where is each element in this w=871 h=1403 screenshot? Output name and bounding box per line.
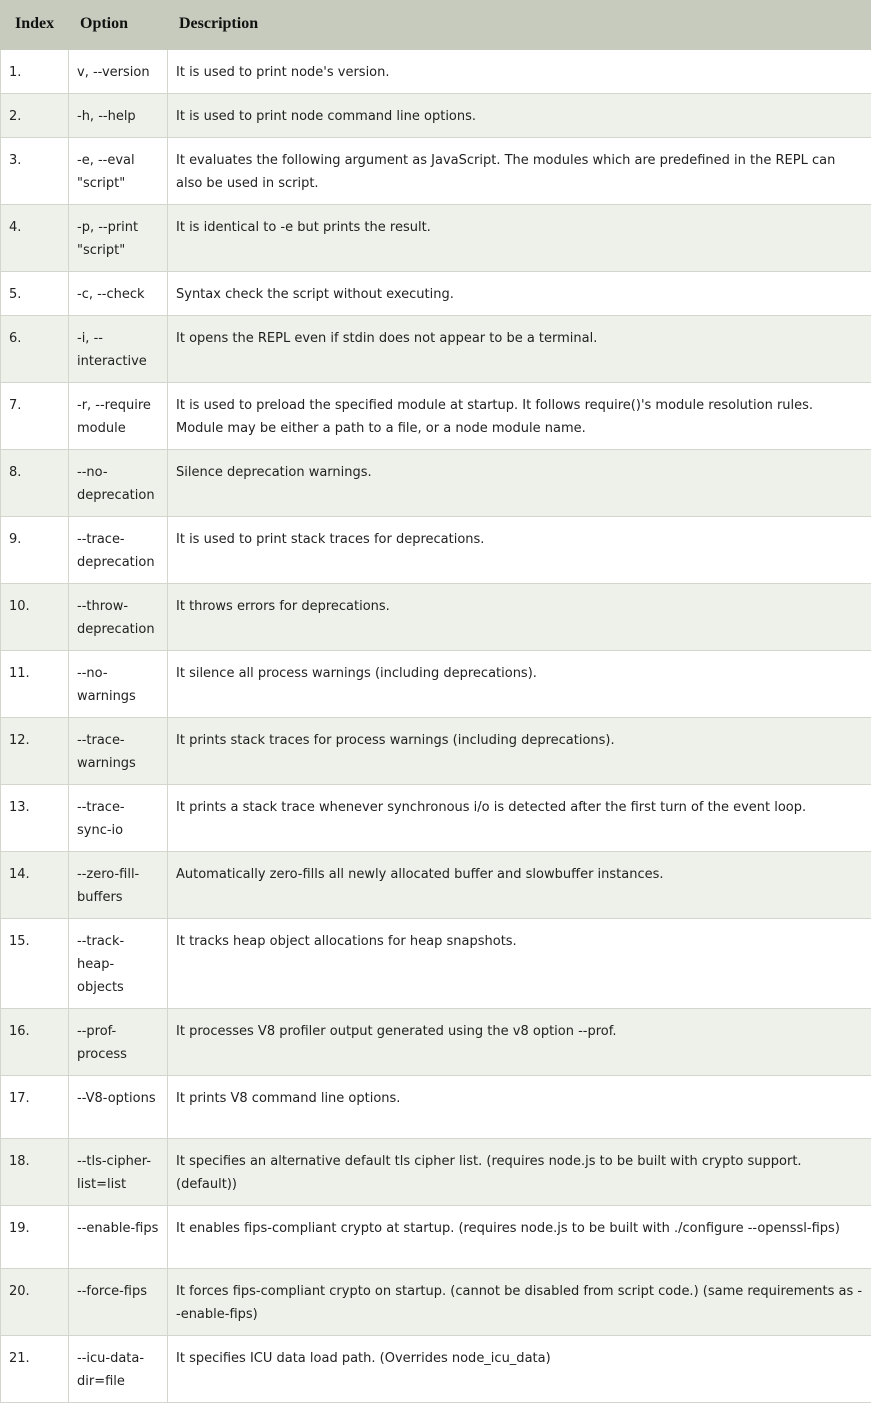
row-option-cell: -c, --check bbox=[69, 272, 168, 316]
row-index-cell: 20. bbox=[1, 1269, 69, 1336]
row-description-cell: It specifies an alternative default tls cipher list. (requires node.js to be built with crypto support. (default)) bbox=[168, 1139, 871, 1206]
row-description-cell: Syntax check the script without executing. bbox=[168, 272, 871, 316]
row-description-cell: It prints V8 command line options. bbox=[168, 1076, 871, 1139]
row-option-cell: --prof-process bbox=[69, 1009, 168, 1076]
row-description-cell: Automatically zero-fills all newly allocated buffer and slowbuffer instances. bbox=[168, 852, 871, 919]
row-option-cell: --force-fips bbox=[69, 1269, 168, 1336]
table-row bbox=[1, 852, 871, 919]
table-row bbox=[1, 584, 871, 651]
row-option-cell: --trace-sync-io bbox=[69, 785, 168, 852]
row-description-cell: It throws errors for deprecations. bbox=[168, 584, 871, 651]
row-index-cell: 14. bbox=[1, 852, 69, 919]
table-row bbox=[1, 383, 871, 450]
row-index-cell: 16. bbox=[1, 1009, 69, 1076]
row-description-cell: It is used to print node command line options. bbox=[168, 94, 871, 138]
row-option-cell: --zero-fill-buffers bbox=[69, 852, 168, 919]
row-index-cell: 15. bbox=[1, 919, 69, 1009]
table-row bbox=[1, 272, 871, 316]
row-index-cell: 10. bbox=[1, 584, 69, 651]
table-row bbox=[1, 94, 871, 138]
row-description-cell: It is used to print node's version. bbox=[168, 50, 871, 94]
row-index-cell: 2. bbox=[1, 94, 69, 138]
row-description-cell: It tracks heap object allocations for heap snapshots. bbox=[168, 919, 871, 1009]
row-option-cell: --trace-warnings bbox=[69, 718, 168, 785]
row-index-cell: 18. bbox=[1, 1139, 69, 1206]
row-index-cell: 9. bbox=[1, 517, 69, 584]
row-description-cell: It specifies ICU data load path. (Overrides node_icu_data) bbox=[168, 1336, 871, 1403]
row-index-cell: 12. bbox=[1, 718, 69, 785]
table-row bbox=[1, 316, 871, 383]
table-row bbox=[1, 50, 871, 94]
table-row bbox=[1, 517, 871, 584]
table-row bbox=[1, 651, 871, 718]
row-description-cell: It is used to preload the specified module at startup. It follows require()'s module resolution rules. Module may be either a path to a file, or a node module name. bbox=[168, 383, 871, 450]
row-option-cell: -p, --print "script" bbox=[69, 205, 168, 272]
row-index-cell: 1. bbox=[1, 50, 69, 94]
row-index-cell: 8. bbox=[1, 450, 69, 517]
row-index-cell: 4. bbox=[1, 205, 69, 272]
row-option-cell: --no-warnings bbox=[69, 651, 168, 718]
row-option-cell: --trace-deprecation bbox=[69, 517, 168, 584]
row-description-cell: It opens the REPL even if stdin does not appear to be a terminal. bbox=[168, 316, 871, 383]
row-description-cell: It is used to print stack traces for deprecations. bbox=[168, 517, 871, 584]
row-index-cell: 17. bbox=[1, 1076, 69, 1139]
table-row bbox=[1, 205, 871, 272]
table-row bbox=[1, 450, 871, 517]
row-description-cell: It prints a stack trace whenever synchronous i/o is detected after the first turn of the event loop. bbox=[168, 785, 871, 852]
table-row bbox=[1, 1139, 871, 1206]
row-index-cell: 19. bbox=[1, 1206, 69, 1269]
row-index-cell: 5. bbox=[1, 272, 69, 316]
table-row bbox=[1, 1206, 871, 1269]
table-row bbox=[1, 1269, 871, 1336]
table-row bbox=[1, 1009, 871, 1076]
row-option-cell: v, --version bbox=[69, 50, 168, 94]
row-description-cell: It silence all process warnings (including deprecations). bbox=[168, 651, 871, 718]
table-row bbox=[1, 138, 871, 205]
row-option-cell: -r, --require module bbox=[69, 383, 168, 450]
header-description: Description bbox=[168, 1, 871, 50]
row-description-cell: It forces fips-compliant crypto on startup. (cannot be disabled from script code.) (same requirements as --enable-fips) bbox=[168, 1269, 871, 1336]
row-option-cell: --throw-deprecation bbox=[69, 584, 168, 651]
row-option-cell: --V8-options bbox=[69, 1076, 168, 1139]
row-option-cell: --track-heap-objects bbox=[69, 919, 168, 1009]
row-description-cell: It is identical to -e but prints the result. bbox=[168, 205, 871, 272]
row-description-cell: It prints stack traces for process warnings (including deprecations). bbox=[168, 718, 871, 785]
row-option-cell: --enable-fips bbox=[69, 1206, 168, 1269]
row-index-cell: 13. bbox=[1, 785, 69, 852]
header-index: Index bbox=[1, 1, 69, 50]
row-description-cell: It enables fips-compliant crypto at startup. (requires node.js to be built with ./configure --openssl-fips) bbox=[168, 1206, 871, 1269]
row-index-cell: 21. bbox=[1, 1336, 69, 1403]
table-row bbox=[1, 785, 871, 852]
row-option-cell: --tls-cipher-list=list bbox=[69, 1139, 168, 1206]
row-index-cell: 7. bbox=[1, 383, 69, 450]
header-option: Option bbox=[69, 1, 168, 50]
table-row bbox=[1, 718, 871, 785]
table-row bbox=[1, 919, 871, 1009]
row-option-cell: -h, --help bbox=[69, 94, 168, 138]
row-index-cell: 3. bbox=[1, 138, 69, 205]
table-row bbox=[1, 1076, 871, 1139]
row-option-cell: -e, --eval "script" bbox=[69, 138, 168, 205]
row-description-cell: Silence deprecation warnings. bbox=[168, 450, 871, 517]
row-index-cell: 11. bbox=[1, 651, 69, 718]
row-index-cell: 6. bbox=[1, 316, 69, 383]
row-option-cell: --no-deprecation bbox=[69, 450, 168, 517]
row-option-cell: --icu-data-dir=file bbox=[69, 1336, 168, 1403]
table-row bbox=[1, 1336, 871, 1403]
row-option-cell: -i, --interactive bbox=[69, 316, 168, 383]
table-header-row bbox=[1, 1, 871, 50]
row-description-cell: It processes V8 profiler output generated using the v8 option --prof. bbox=[168, 1009, 871, 1076]
row-description-cell: It evaluates the following argument as JavaScript. The modules which are predefined in the REPL can also be used in script. bbox=[168, 138, 871, 205]
